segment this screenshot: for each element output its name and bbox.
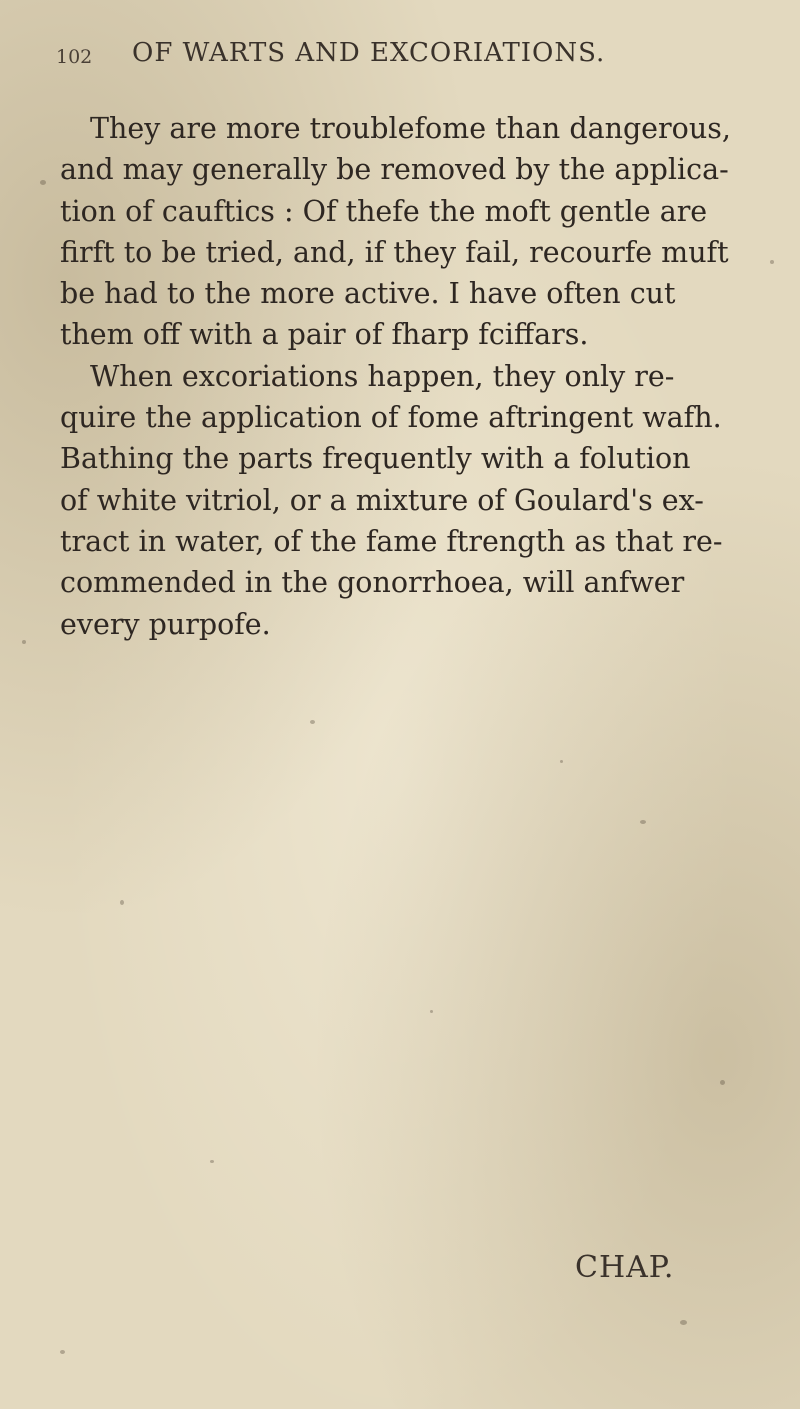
catchword: CHAP. xyxy=(575,1250,675,1285)
text-line: be had to the more active. I have often cut xyxy=(60,277,676,311)
text-line: Bathing the parts frequently with a folution xyxy=(60,442,691,476)
text-line: them off with a pair of fharp fciffars. xyxy=(60,318,589,352)
page-number: 102 xyxy=(56,46,93,68)
text-line: When excoriations happen, they only re- xyxy=(90,359,675,393)
text-line: commended in the gonorrhoea, will anfwer xyxy=(60,566,685,600)
text-line: quire the application of fome aftringent wafh. xyxy=(60,401,722,435)
paragraph-2 xyxy=(60,356,723,645)
paragraph-1 xyxy=(60,108,731,356)
text-line: firft to be tried, and, if they fail, recourfe muft xyxy=(60,235,729,269)
running-title: OF WARTS AND EXCORIATIONS. xyxy=(132,38,606,68)
text-line: and may generally be removed by the applica- xyxy=(60,153,729,187)
text-line: tion of cauftics : Of thefe the moft gentle are xyxy=(60,194,708,228)
text-line: tract in water, of the fame ftrength as that re- xyxy=(60,524,723,558)
body-text xyxy=(60,108,731,645)
text-line: every purpofe. xyxy=(60,607,271,641)
text-line: of white vitriol, or a mixture of Goulard's ex- xyxy=(60,483,704,517)
text-line: They are more troublefome than dangerous, xyxy=(90,112,731,145)
